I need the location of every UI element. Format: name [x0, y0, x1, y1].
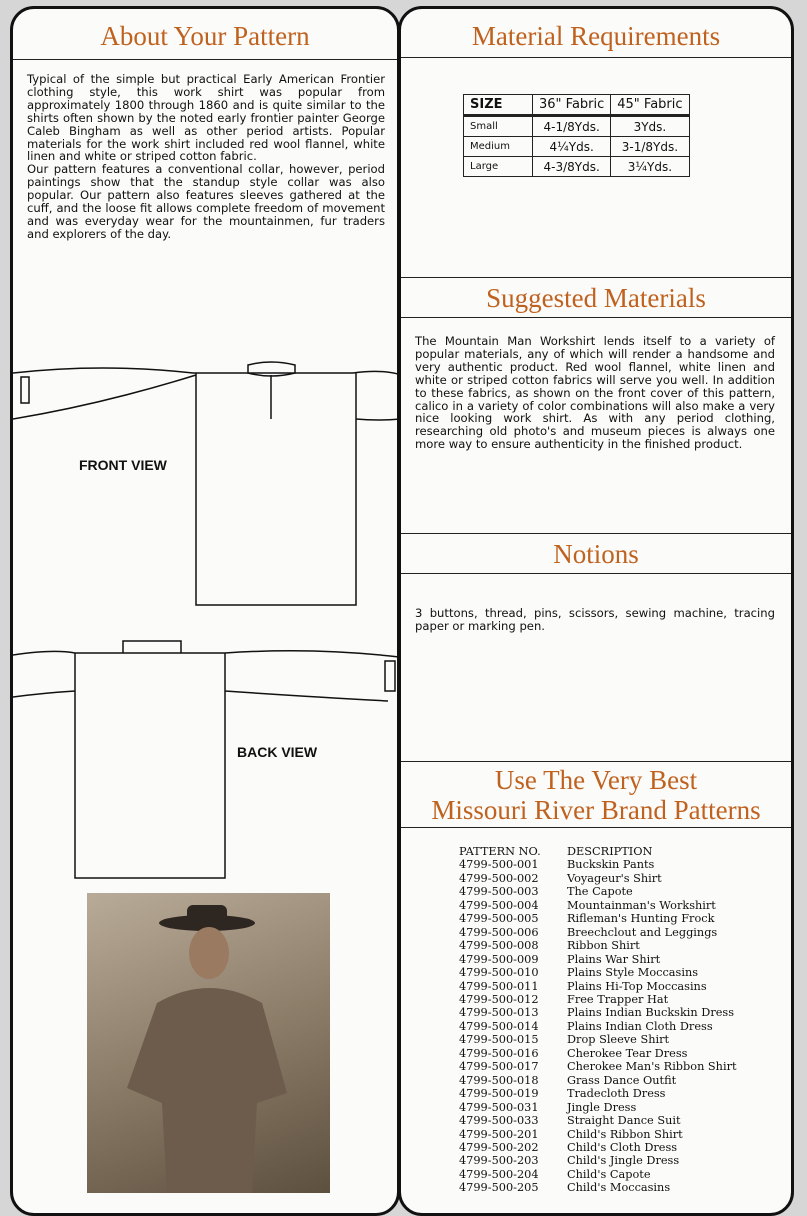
table-row	[464, 157, 690, 177]
divider	[401, 277, 791, 278]
material-requirements-table	[463, 94, 690, 177]
pattern-list-item	[459, 966, 737, 979]
pattern-list-item	[459, 926, 737, 939]
pattern-number: 4799-500-003	[459, 885, 539, 899]
pattern-list-item	[459, 1060, 737, 1073]
notions-text: 3 buttons, thread, pins, scissors, sewing machine, tracing paper or marking pen.	[415, 606, 775, 633]
pattern-description: Cherokee Man's Ribbon Shirt	[567, 1060, 737, 1074]
man-in-shirt-photo	[87, 893, 330, 1193]
pattern-list-header	[459, 845, 737, 858]
pattern-description: Free Trapper Hat	[567, 992, 669, 1006]
pattern-list-item	[459, 1168, 737, 1181]
pattern-number: 4799-500-019	[459, 1087, 539, 1101]
pattern-number: 4799-500-204	[459, 1167, 539, 1181]
pattern-number: 4799-500-002	[459, 871, 539, 885]
pattern-list-item	[459, 1114, 737, 1127]
pattern-list-item	[459, 1087, 737, 1100]
cell: 3¼Yds.	[611, 157, 689, 177]
brand-heading	[401, 765, 791, 828]
pattern-list-item	[459, 899, 737, 912]
pattern-description: Straight Dance Suit	[567, 1114, 681, 1128]
pattern-description: Rifleman's Hunting Frock	[567, 912, 715, 926]
front-view-drawing	[13, 349, 399, 609]
pattern-number: 4799-500-033	[459, 1114, 539, 1128]
pattern-description: Ribbon Shirt	[567, 939, 640, 953]
pattern-number: 4799-500-203	[459, 1154, 539, 1168]
pattern-number: 4799-500-010	[459, 966, 539, 980]
header-45: 45" Fabric	[611, 95, 689, 116]
pattern-description: Mountainman's Workshirt	[567, 898, 716, 912]
pattern-list-item	[459, 858, 737, 871]
pattern-list-item	[459, 912, 737, 925]
suggested-materials-heading: Suggested Materials	[401, 281, 791, 318]
pattern-list-item	[459, 1074, 737, 1087]
pattern-list-item	[459, 1141, 737, 1154]
pattern-list-item	[459, 980, 737, 993]
suggested-text: The Mountain Man Workshirt lends itself to a variety of popular materials, any of which will render a handsome and very authentic product. Red wool flannel, white linen and white or striped cotton fabrics will serve you well. In addition to these fabrics, as shown on the front cover of this pattern, calico in a variety of color combinations will also make a very nice looking work shirt. As with any period clothing, researching old photo's and museum pieces is always one more way to ensure authenticity in the finished product.	[415, 334, 775, 452]
pattern-number: 4799-500-205	[459, 1181, 539, 1195]
table-row	[464, 137, 690, 157]
brand-title-line1: Use The Very Best	[494, 765, 698, 795]
pattern-description: Child's Capote	[567, 1167, 651, 1181]
back-view-label: BACK VIEW	[237, 744, 318, 760]
divider	[401, 761, 791, 762]
pattern-number: 4799-500-201	[459, 1127, 539, 1141]
cell: 4¼Yds.	[533, 137, 611, 157]
pattern-list-item	[459, 1181, 737, 1194]
pattern-number: 4799-500-004	[459, 898, 539, 912]
table-row	[464, 116, 690, 137]
pattern-list-item	[459, 1047, 737, 1060]
header-size: SIZE	[464, 95, 533, 116]
pattern-description: Cherokee Tear Dress	[567, 1046, 688, 1060]
pattern-description: Breechclout and Leggings	[567, 925, 718, 939]
pattern-description: Child's Ribbon Shirt	[567, 1127, 683, 1141]
pattern-number: 4799-500-015	[459, 1033, 539, 1047]
cell: 4-3/8Yds.	[533, 157, 611, 177]
pattern-description: Plains Style Moccasins	[567, 966, 699, 980]
cell: 4-1/8Yds.	[533, 116, 611, 137]
pattern-number: 4799-500-013	[459, 1006, 539, 1020]
pattern-description: Child's Moccasins	[567, 1181, 671, 1195]
pattern-description: The Capote	[567, 885, 633, 899]
front-view-label: FRONT VIEW	[79, 457, 167, 473]
pattern-number: 4799-500-016	[459, 1046, 539, 1060]
pattern-list	[459, 845, 737, 1195]
pattern-list-item	[459, 953, 737, 966]
pattern-list-item	[459, 1128, 737, 1141]
cell: 3-1/8Yds.	[611, 137, 689, 157]
pattern-number: 4799-500-017	[459, 1060, 539, 1074]
pattern-number: 4799-500-008	[459, 939, 539, 953]
pattern-number: 4799-500-018	[459, 1073, 539, 1087]
pattern-description: Voyageur's Shirt	[567, 871, 662, 885]
pattern-description: Plains War Shirt	[567, 952, 661, 966]
pattern-description: Drop Sleeve Shirt	[567, 1033, 670, 1047]
pattern-number: 4799-500-001	[459, 858, 539, 872]
pattern-number: 4799-500-202	[459, 1140, 539, 1154]
pattern-number: 4799-500-005	[459, 912, 539, 926]
pattern-description: Jingle Dress	[567, 1100, 637, 1114]
table-header-row	[464, 95, 690, 116]
cell: Medium	[464, 137, 533, 157]
pattern-list-item	[459, 939, 737, 952]
pattern-number: 4799-500-012	[459, 992, 539, 1006]
cell: 3Yds.	[611, 116, 689, 137]
back-view-drawing	[13, 635, 399, 885]
pattern-list-item	[459, 1020, 737, 1033]
about-text: Typical of the simple but practical Early American Frontier clothing style, this work shirt was popular from approximately 1800 through 1860 and is quite similar to the shirts often shown by the noted early frontier painter George Caleb Bingham as well as other period artists. Popular materials for the work shirt included red wool flannel, white linen and white or striped cotton fabric. Our pattern features a conventional collar, however, period paintings show that the standup style collar was also popular. Our pattern also features sleeves gathered at the cuff, and the loose fit allows complete freedom of movement and was everyday wear for the mountainmen, fur traders and explorers of the day.	[27, 72, 385, 241]
pattern-number: 4799-500-011	[459, 979, 539, 993]
notions-heading: Notions	[401, 537, 791, 574]
pattern-list-item	[459, 1101, 737, 1114]
pattern-description: Plains Indian Buckskin Dress	[567, 1006, 735, 1020]
pattern-number: 4799-500-009	[459, 952, 539, 966]
pattern-description: Buckskin Pants	[567, 858, 655, 872]
pattern-no-header: PATTERN NO.	[459, 845, 541, 858]
pattern-description: Plains Indian Cloth Dress	[567, 1019, 713, 1033]
about-panel	[10, 6, 400, 1216]
pattern-list-item	[459, 1154, 737, 1167]
pattern-list-item	[459, 872, 737, 885]
cell: Small	[464, 116, 533, 137]
brand-title-line2: Missouri River Brand Patterns	[431, 795, 761, 825]
pattern-list-item	[459, 885, 737, 898]
right-panel	[398, 6, 794, 1216]
cell: Large	[464, 157, 533, 177]
pattern-list-item	[459, 1006, 737, 1019]
pattern-number: 4799-500-014	[459, 1019, 539, 1033]
pattern-description: Child's Jingle Dress	[567, 1154, 680, 1168]
material-requirements-heading: Material Requirements	[401, 19, 791, 58]
header-36: 36" Fabric	[533, 95, 611, 116]
pattern-list-item	[459, 993, 737, 1006]
divider	[401, 533, 791, 534]
pattern-description: Child's Cloth Dress	[567, 1140, 678, 1154]
pattern-description: Plains Hi-Top Moccasins	[567, 979, 707, 993]
pattern-description: Tradecloth Dress	[567, 1087, 666, 1101]
pattern-number: 4799-500-006	[459, 925, 539, 939]
pattern-list-item	[459, 1033, 737, 1046]
pattern-description: Grass Dance Outfit	[567, 1073, 677, 1087]
about-heading: About Your Pattern	[13, 19, 397, 60]
description-header: DESCRIPTION	[567, 845, 653, 858]
pattern-number: 4799-500-031	[459, 1100, 539, 1114]
